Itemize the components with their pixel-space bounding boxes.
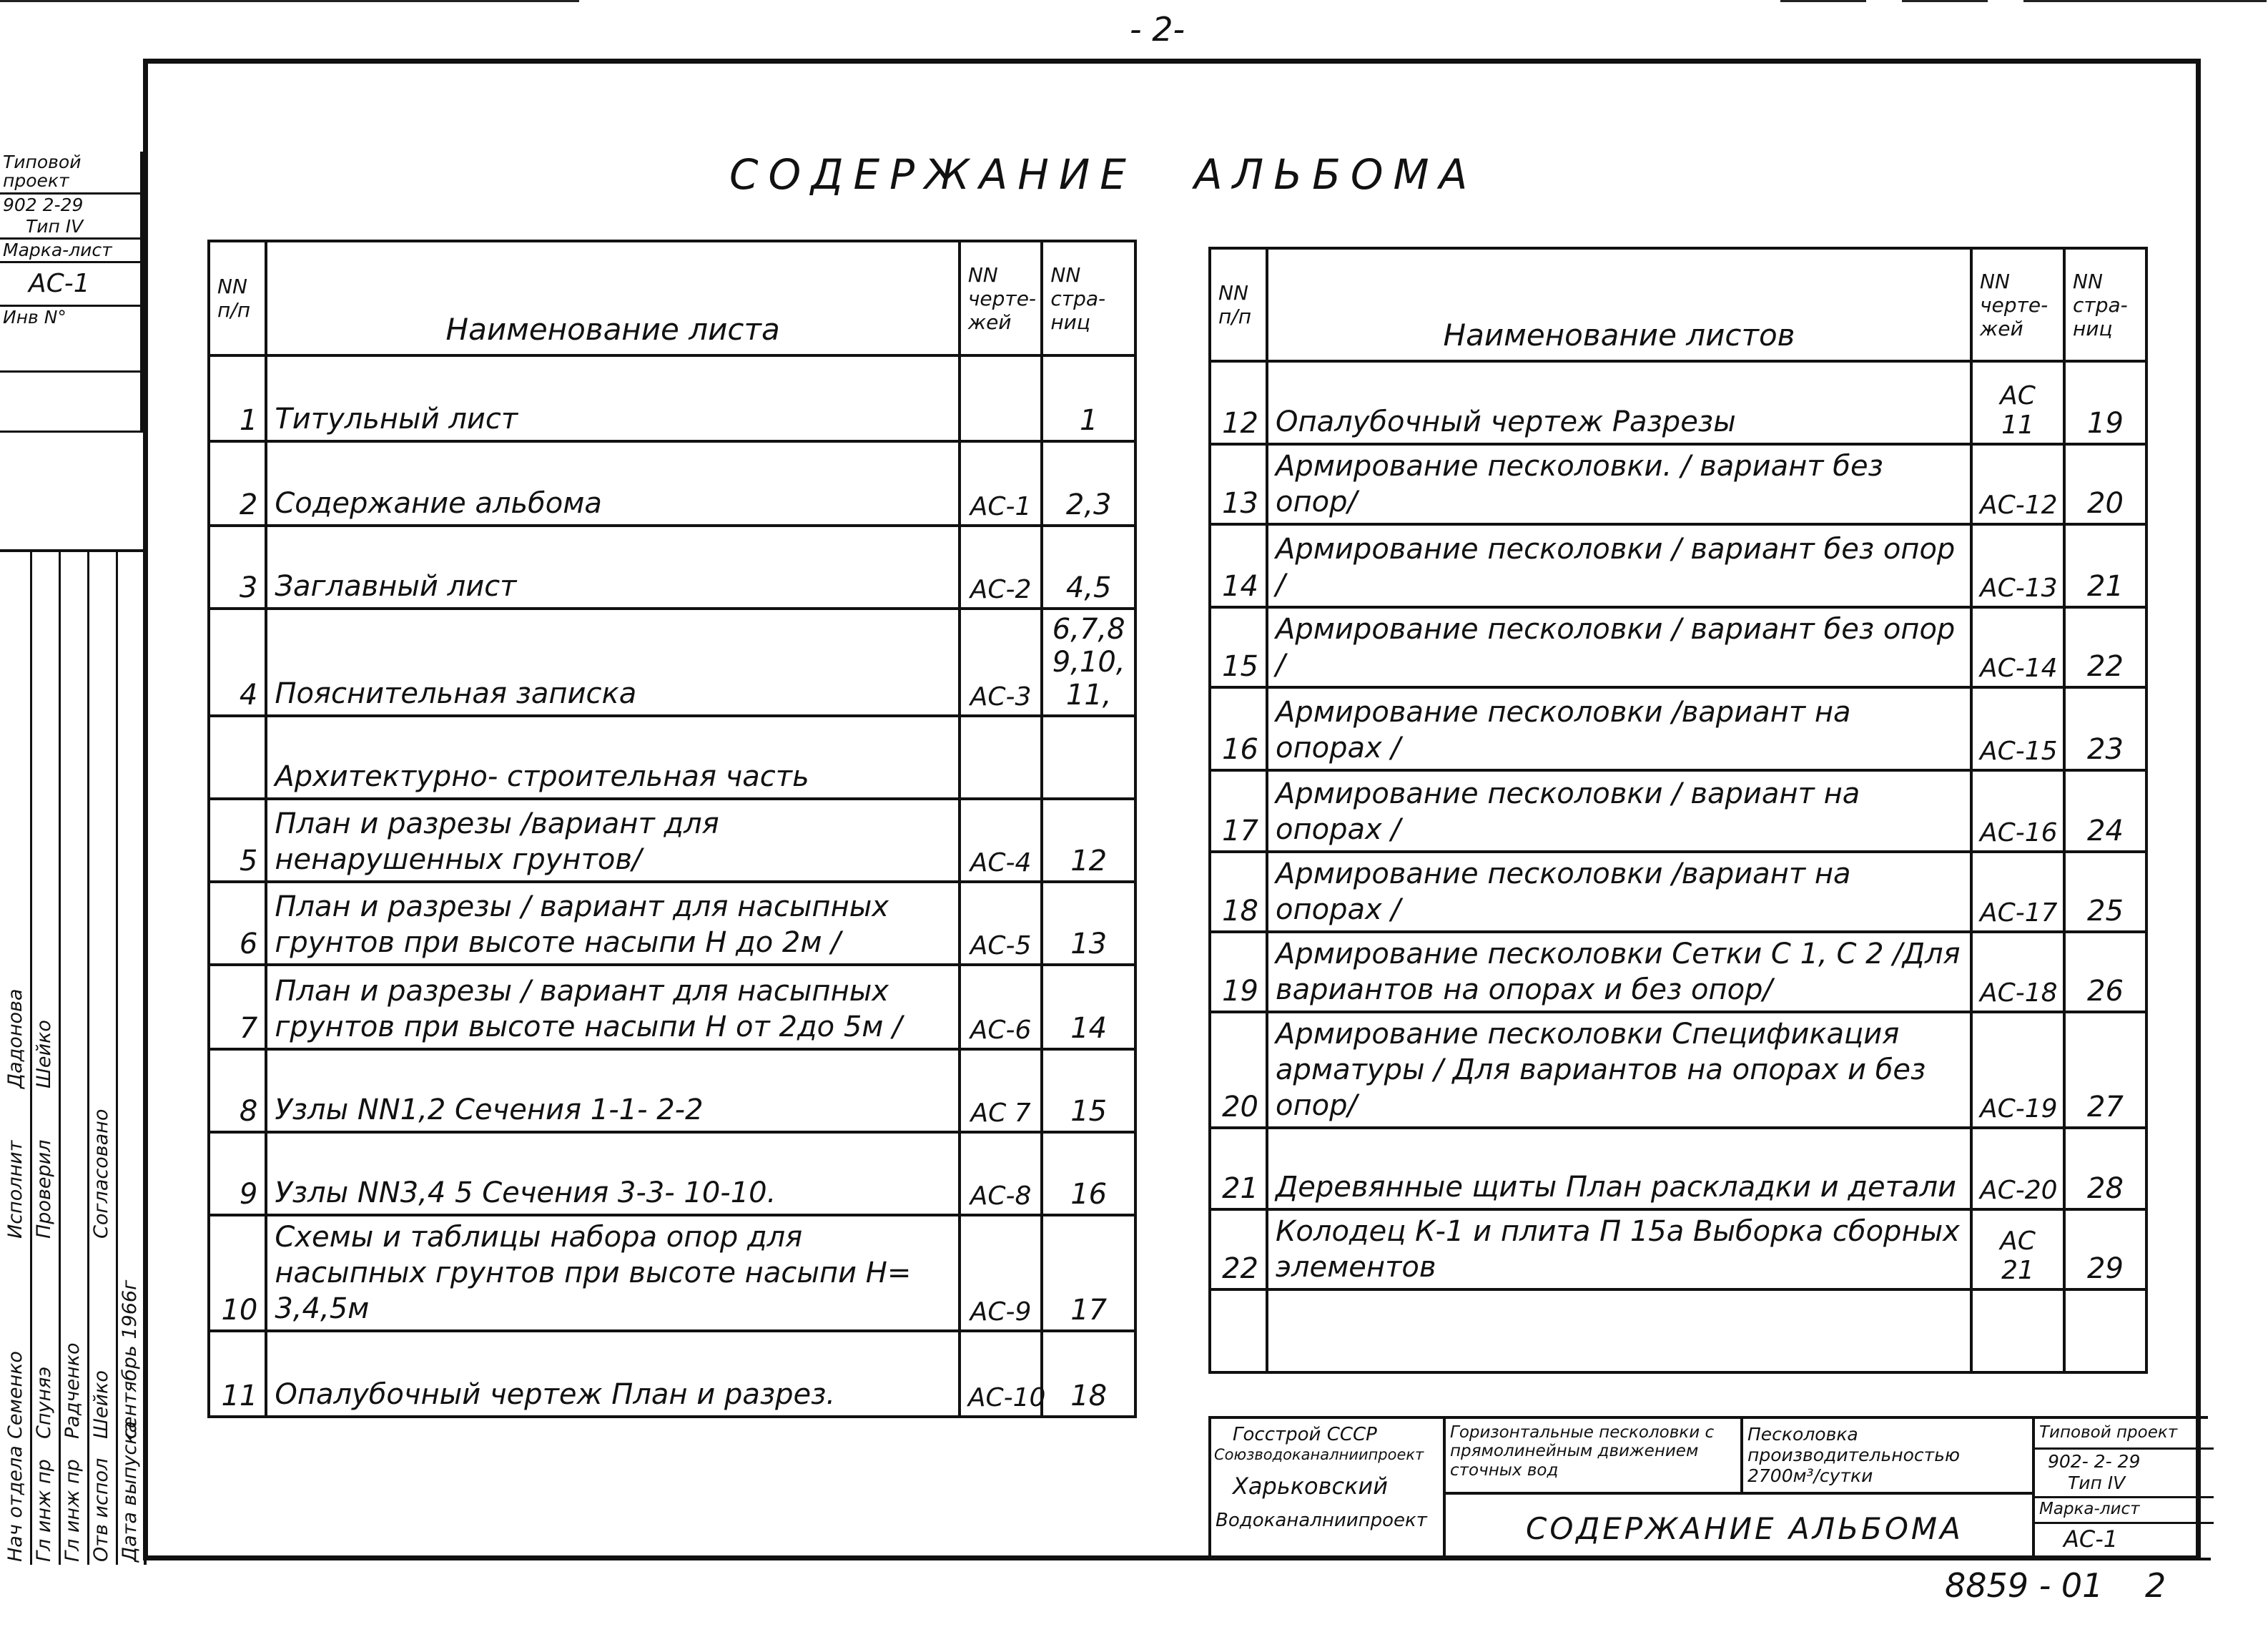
role-label: Дата выпуска [119, 1420, 141, 1562]
row-drawing-code: АС-18 [1971, 932, 2064, 1012]
table-row [1210, 687, 2146, 770]
row-number: 5 [209, 799, 266, 882]
table-row [1210, 524, 2146, 607]
row-number: 11 [209, 1331, 266, 1417]
row-number: 13 [1210, 444, 1267, 524]
row-drawing-code: АС-9 [960, 1215, 1042, 1331]
row-number: 22 [1210, 1209, 1267, 1289]
table-row [209, 1049, 1135, 1132]
header-page: NN стра-ниц [1042, 241, 1135, 355]
title-block-divider [2032, 1419, 2035, 1560]
title-block-divider [2035, 1522, 2214, 1524]
table-row [209, 1132, 1135, 1215]
stamp-project-label: Типовой проект [0, 152, 143, 195]
document-number: 8859 - 01 [1945, 1566, 2104, 1605]
row-name: Содержание альбома [266, 441, 959, 526]
header-num: NN п/п [1210, 248, 1267, 361]
table-row [209, 1331, 1135, 1417]
row-name: Схемы и таблицы набора опор для насыпных грунтов при высоте насыпи Н= 3,4,5м [266, 1215, 959, 1331]
row-name: Опалубочный чертеж План и разрез. [266, 1331, 959, 1417]
row-pages: 2,3 [1042, 441, 1135, 526]
stamp-brand-value: АС-1 [0, 263, 143, 307]
row-pages: 4,5 [1042, 526, 1135, 609]
row-drawing-code [1971, 1289, 2064, 1372]
title-block [1208, 1416, 2208, 1560]
row-number: 16 [1210, 687, 1267, 770]
table-row [1210, 1209, 2146, 1289]
row-name: Армирование песколовки / вариант без опор / [1267, 607, 1971, 687]
page-number: - 2- [1130, 10, 1185, 49]
row-pages: 21 [2064, 524, 2146, 607]
contents-table-right [1208, 247, 2148, 1374]
table-row [1210, 770, 2146, 852]
row-name [1267, 1289, 1971, 1372]
org-line-1: Госстрой СССР [1233, 1424, 1377, 1445]
top-edge-line [0, 0, 579, 2]
table-header-row [209, 241, 1135, 355]
table-row [209, 526, 1135, 609]
row-name: План и разрезы /вариант для ненарушенных грунтов/ [266, 799, 959, 882]
row-drawing-code: АС-1 [960, 441, 1042, 526]
top-edge-line [1780, 0, 1866, 2]
row-drawing-code: АС-19 [1971, 1012, 2064, 1128]
row-pages: 24 [2064, 770, 2146, 852]
row-name: Пояснительная записка [266, 609, 959, 716]
row-name: Заглавный лист [266, 526, 959, 609]
contents-table-left [207, 240, 1137, 1418]
sheet-number: 2 [2145, 1566, 2166, 1605]
table-row [1210, 932, 2146, 1012]
row-number: 12 [1210, 361, 1267, 444]
title-block-divider [2035, 1496, 2214, 1498]
row-number: 21 [1210, 1128, 1267, 1209]
row-drawing-code: АС-10 [960, 1331, 1042, 1417]
row-number: 3 [209, 526, 266, 609]
row-drawing-code: АС-15 [1971, 687, 2064, 770]
row-drawing-code: АС 7 [960, 1049, 1042, 1132]
role-label: Нач отдела [4, 1445, 26, 1562]
row-number: 4 [209, 609, 266, 716]
row-drawing-code: АС 11 [1971, 361, 2064, 444]
org-line-3: Харьковский [1233, 1473, 1388, 1500]
row-number: 7 [209, 965, 266, 1049]
row-number: 14 [1210, 524, 1267, 607]
table-row [209, 716, 1135, 799]
row-name: Титульный лист [266, 355, 959, 441]
row-drawing-code: АС-4 [960, 799, 1042, 882]
signer-name: Семенко [4, 1351, 26, 1439]
table-row [209, 441, 1135, 526]
row-name: Армирование песколовки Сетки С 1, С 2 /Для вариантов на опорах и без опор/ [1267, 932, 1971, 1012]
table-row [209, 355, 1135, 441]
title-block-divider [1211, 1558, 2211, 1560]
release-date: сентябрь 1966г [119, 1279, 141, 1439]
row-name: Узлы NN3,4 5 Сечения 3-3- 10-10. [266, 1132, 959, 1215]
table-row [1210, 444, 2146, 524]
signer-name: Радченко [61, 1342, 84, 1439]
capacity-text: Песколовка производительностью 2700м³/сутки [1747, 1424, 1960, 1486]
row-number [1210, 1289, 1267, 1372]
signature-block [0, 549, 147, 1565]
row-pages: 20 [2064, 444, 2146, 524]
block-brand-label: Марка-лист [2039, 1500, 2140, 1518]
header-name: Наименование листа [266, 241, 959, 355]
table-row [1210, 1289, 2146, 1372]
row-number: 15 [1210, 607, 1267, 687]
title-block-divider [1443, 1419, 1446, 1560]
row-drawing-code: АС-2 [960, 526, 1042, 609]
stamp-project-number: 902 2-29 [0, 195, 143, 216]
title-block-divider [2035, 1447, 2214, 1450]
stamp-type: Тип IV [0, 216, 143, 240]
row-pages: 22 [2064, 607, 2146, 687]
subject-text: Горизонтальные песколовки с прямолинейным движением сточных вод [1450, 1423, 1715, 1480]
table-row [209, 609, 1135, 716]
role-label: Исполнит [4, 1140, 26, 1239]
row-drawing-code: АС-6 [960, 965, 1042, 1049]
row-drawing-code [960, 355, 1042, 441]
role-label: Гл инж пр [61, 1459, 84, 1562]
table-row [1210, 361, 2146, 444]
page-title-right: АЛЬБОМА [1194, 150, 1478, 199]
table-row [209, 882, 1135, 965]
row-pages [2064, 1289, 2146, 1372]
stamp-inv-label: Инв N° [0, 307, 143, 373]
row-pages: 16 [1042, 1132, 1135, 1215]
block-project-label: Типовой проект [2039, 1423, 2178, 1442]
row-name: Колодец К-1 и плита П 15а Выборка сборных элементов [1267, 1209, 1971, 1289]
row-drawing-code: АС-20 [1971, 1128, 2064, 1209]
row-pages: 6,7,8 9,10, 11, [1042, 609, 1135, 716]
org-line-2: Союзводоканалниипроект [1214, 1446, 1424, 1463]
row-drawing-code: АС-16 [1971, 770, 2064, 852]
header-num: NN п/п [209, 241, 266, 355]
role-label: Гл инж пр [33, 1459, 55, 1562]
row-name: Узлы NN1,2 Сечения 1-1- 2-2 [266, 1049, 959, 1132]
row-name: Армирование песколовки / вариант на опорах / [1267, 770, 1971, 852]
header-name: Наименование листов [1267, 248, 1971, 361]
title-block-divider [1740, 1419, 1743, 1492]
row-name: Архитектурно- строительная часть [266, 716, 959, 799]
row-pages: 12 [1042, 799, 1135, 882]
row-name: Армирование песколовки /вариант на опорах / [1267, 852, 1971, 932]
row-number: 17 [1210, 770, 1267, 852]
title-block-divider [1446, 1492, 2032, 1495]
table-row [209, 1215, 1135, 1331]
table-row [209, 965, 1135, 1049]
row-pages: 18 [1042, 1331, 1135, 1417]
row-name: План и разрезы / вариант для насыпных грунтов при высоте насыпи Н от 2до 5м / [266, 965, 959, 1049]
row-pages [1042, 716, 1135, 799]
row-number: 6 [209, 882, 266, 965]
row-name: Армирование песколовки Спецификация арматуры / Для вариантов на опорах и без опор/ [1267, 1012, 1971, 1128]
row-pages: 17 [1042, 1215, 1135, 1331]
row-drawing-code: АС-5 [960, 882, 1042, 965]
row-pages: 23 [2064, 687, 2146, 770]
block-brand-value: АС-1 [2064, 1525, 2119, 1553]
row-pages: 14 [1042, 965, 1135, 1049]
row-number: 8 [209, 1049, 266, 1132]
block-type: Тип IV [2068, 1473, 2126, 1493]
row-pages: 27 [2064, 1012, 2146, 1128]
block-project-number: 902- 2- 29 [2048, 1451, 2141, 1472]
row-pages: 13 [1042, 882, 1135, 965]
row-number: 1 [209, 355, 266, 441]
stamp-brand-label: Марка-лист [0, 240, 143, 263]
row-name: Армирование песколовки. / вариант без опор/ [1267, 444, 1971, 524]
signer-name: Шейко [90, 1370, 112, 1439]
row-name: Армирование песколовки / вариант без опор / [1267, 524, 1971, 607]
header-drawing: NN черте-жей [960, 241, 1042, 355]
row-number [209, 716, 266, 799]
signer-name: Спуняэ [33, 1366, 55, 1439]
row-name: Деревянные щиты План раскладки и детали [1267, 1128, 1971, 1209]
org-line-4: Водоканалниипроект [1216, 1510, 1427, 1531]
row-drawing-code: АС-12 [1971, 444, 2064, 524]
role-label: Проверил [33, 1139, 55, 1239]
table-row [1210, 1012, 2146, 1128]
row-drawing-code: АС-14 [1971, 607, 2064, 687]
row-number: 9 [209, 1132, 266, 1215]
sheet-title: СОДЕРЖАНИЕ АЛЬБОМА [1526, 1511, 1963, 1546]
row-number: 19 [1210, 932, 1267, 1012]
row-number: 20 [1210, 1012, 1267, 1128]
role-label: Отв испол [90, 1457, 112, 1562]
row-drawing-code [960, 716, 1042, 799]
row-pages: 1 [1042, 355, 1135, 441]
table-row [1210, 852, 2146, 932]
row-number: 2 [209, 441, 266, 526]
table-header-row [1210, 248, 2146, 361]
top-edge-line [1902, 0, 1988, 2]
row-pages: 26 [2064, 932, 2146, 1012]
row-drawing-code: АС-13 [1971, 524, 2064, 607]
row-pages: 29 [2064, 1209, 2146, 1289]
table-row [1210, 1128, 2146, 1209]
row-drawing-code: АС-8 [960, 1132, 1042, 1215]
row-number: 10 [209, 1215, 266, 1331]
signer-name: Дадонова [4, 988, 26, 1088]
row-pages: 25 [2064, 852, 2146, 932]
row-pages: 28 [2064, 1128, 2146, 1209]
approved-label: Согласовано [90, 1108, 112, 1239]
stamp-empty-cell [0, 373, 143, 433]
row-name: Опалубочный чертеж Разрезы [1267, 361, 1971, 444]
row-pages: 19 [2064, 361, 2146, 444]
header-drawing: NN черте-жей [1971, 248, 2064, 361]
row-drawing-code: АС-17 [1971, 852, 2064, 932]
page-title-left: СОДЕРЖАНИЕ [729, 150, 1136, 199]
row-name: План и разрезы / вариант для насыпных грунтов при высоте насыпи Н до 2м / [266, 882, 959, 965]
table-row [1210, 607, 2146, 687]
row-number: 18 [1210, 852, 1267, 932]
row-pages: 15 [1042, 1049, 1135, 1132]
row-name: Армирование песколовки /вариант на опорах / [1267, 687, 1971, 770]
left-stamp [0, 152, 143, 433]
signer-name: Шейко [33, 1020, 55, 1088]
table-row [209, 799, 1135, 882]
top-edge-line [2023, 0, 2267, 2]
row-drawing-code: АС 21 [1971, 1209, 2064, 1289]
row-drawing-code: АС-3 [960, 609, 1042, 716]
header-page: NN стра-ниц [2064, 248, 2146, 361]
